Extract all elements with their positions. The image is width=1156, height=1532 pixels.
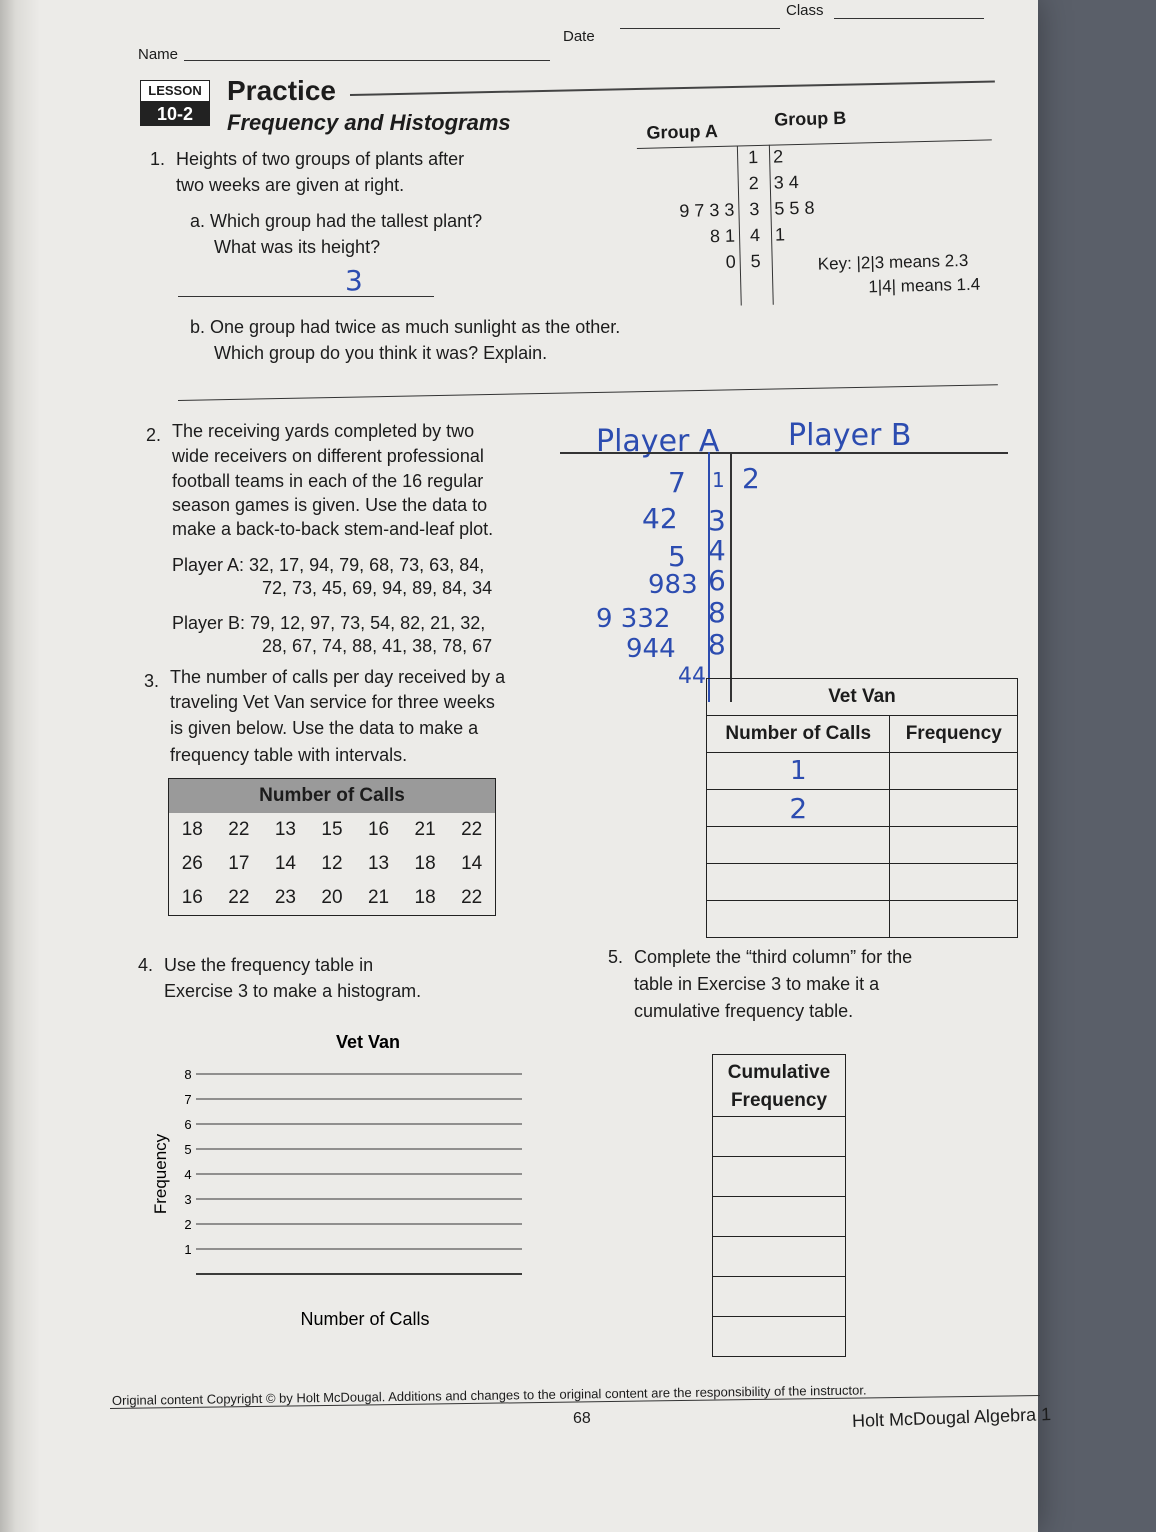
q1-stem-leaf-plot bbox=[636, 103, 1001, 312]
leaf-b-row: 5 5 8 bbox=[774, 197, 815, 219]
stem-row: 4 bbox=[749, 225, 761, 246]
vet-van-title: Vet Van bbox=[707, 679, 1018, 716]
hw-leaf-a: 9 332 bbox=[596, 604, 671, 634]
calls-cell: 13 bbox=[367, 853, 390, 874]
table-row bbox=[713, 1117, 846, 1157]
calls-cell: 18 bbox=[181, 819, 203, 840]
hw-leaf-a: 944 bbox=[626, 634, 676, 664]
stem-row: 1 bbox=[747, 147, 759, 168]
table-row bbox=[713, 1237, 846, 1277]
hw-leaf-a: 42 bbox=[642, 502, 678, 535]
q5-text-1: Complete the “third column” for the bbox=[634, 947, 913, 967]
q1a-text-2: What was its height? bbox=[214, 237, 381, 257]
q4-text-2: Exercise 3 to make a histogram. bbox=[164, 981, 422, 1001]
table-row bbox=[169, 847, 495, 881]
vet-cell-interval[interactable] bbox=[707, 753, 890, 790]
hw-interval-1: 1 bbox=[789, 756, 807, 786]
q3-number: 3. bbox=[144, 671, 160, 691]
calls-cell: 22 bbox=[461, 819, 483, 840]
histogram-grid bbox=[184, 1067, 522, 1274]
vet-col-calls: Number of Calls bbox=[707, 716, 890, 753]
table-row bbox=[707, 864, 1018, 901]
page-stack-edge bbox=[0, 0, 40, 1532]
table-row bbox=[713, 1317, 846, 1357]
hw-interval-2: 2 bbox=[789, 791, 808, 825]
q4-number: 4. bbox=[138, 955, 154, 975]
histogram-y-tick-label: 5 bbox=[184, 1142, 192, 1157]
cumulative-header bbox=[712, 1054, 846, 1116]
calls-cell: 14 bbox=[274, 853, 296, 874]
leaf-a-row: 9 7 3 3 bbox=[679, 199, 735, 221]
histogram-y-tick-label: 3 bbox=[184, 1192, 192, 1207]
hw-player-a-heading: Player A bbox=[596, 424, 720, 459]
vet-cell-frequency[interactable] bbox=[890, 753, 1018, 790]
q2-text-4: season games is given. Use the data to bbox=[172, 495, 488, 515]
calls-table-header: Number of Calls bbox=[169, 779, 495, 813]
table-row bbox=[707, 827, 1018, 864]
lesson-number-badge: 10-2 bbox=[140, 102, 210, 126]
book-title: Holt McDougal Algebra 1 bbox=[851, 1404, 1052, 1431]
class-label: Class bbox=[786, 2, 824, 19]
calls-cell: 21 bbox=[414, 819, 436, 840]
name-line bbox=[184, 60, 550, 61]
leaf-b-row: 3 4 bbox=[773, 172, 800, 193]
leaf-a-row: 8 1 bbox=[709, 225, 736, 247]
hw-leaf-a: 7 bbox=[668, 466, 686, 499]
q1b-text-2: Which group do you think it was? Explain. bbox=[214, 343, 548, 363]
table-row bbox=[707, 679, 1018, 716]
table-row bbox=[713, 1197, 846, 1237]
vet-cell-interval[interactable] bbox=[707, 827, 890, 864]
histogram-title: Vet Van bbox=[335, 1032, 401, 1052]
calls-data-table bbox=[168, 778, 496, 916]
q5-text-2: table in Exercise 3 to make it a bbox=[634, 974, 880, 994]
q1a-handwritten-answer: 3 bbox=[345, 264, 363, 297]
lesson-subtitle: Frequency and Histograms bbox=[227, 110, 511, 135]
table-row bbox=[713, 1277, 846, 1317]
q3-text-2: traveling Vet Van service for three weeks bbox=[170, 692, 495, 712]
q2-handwritten-plot bbox=[560, 412, 1010, 702]
leaf-a-row bbox=[637, 148, 738, 176]
hw-leaf-a: 983 bbox=[648, 570, 698, 600]
histogram-y-tick-label: 8 bbox=[184, 1067, 192, 1082]
histogram-y-tick-label: 7 bbox=[184, 1092, 192, 1107]
q3-text-3: is given below. Use the data to make a bbox=[170, 718, 479, 738]
cumulative-frequency-table bbox=[712, 1054, 846, 1357]
calls-cell: 13 bbox=[274, 819, 296, 840]
q2-text-3: football teams in each of the 16 regular bbox=[172, 471, 484, 491]
calls-cell: 22 bbox=[228, 819, 250, 840]
stem-row: 5 bbox=[750, 251, 761, 272]
q1b-text-1: b. One group had twice as much sunlight as the other. bbox=[190, 317, 621, 337]
group-b-heading: Group B bbox=[773, 107, 847, 130]
plot-key-1: Key: |2|3 means 2.3 bbox=[817, 250, 969, 274]
name-label: Name bbox=[138, 46, 179, 63]
hw-leaf-a: 5 bbox=[668, 540, 686, 573]
histogram-y-tick-label: 6 bbox=[184, 1117, 192, 1132]
q2-number: 2. bbox=[146, 425, 162, 445]
player-a-data-2: 72, 73, 45, 69, 94, 89, 84, 34 bbox=[262, 578, 493, 598]
group-a-heading: Group A bbox=[646, 121, 719, 143]
calls-cell: 17 bbox=[228, 853, 250, 874]
hw-stem: 1 bbox=[712, 468, 725, 492]
hw-leaf-a: 44 bbox=[678, 664, 706, 689]
cumulative-cell[interactable] bbox=[713, 1117, 846, 1157]
footer-copyright: Original content Copyright © by Holt McDougal. Additions and changes to the original content are the responsibility of the instructor. bbox=[111, 1382, 867, 1408]
leaf-b-row: 1 bbox=[774, 224, 786, 245]
calls-cell: 22 bbox=[228, 887, 250, 908]
histogram-y-tick-label: 4 bbox=[184, 1167, 192, 1182]
vet-van-histogram bbox=[140, 1020, 540, 1340]
cumulative-header-line-1: Cumulative bbox=[727, 1062, 831, 1083]
leaf-a-row bbox=[638, 174, 739, 202]
leaf-b-row: 2 bbox=[772, 146, 784, 167]
q3-text-4: frequency table with intervals. bbox=[170, 745, 408, 765]
page-number: 68 bbox=[573, 1410, 591, 1427]
calls-cell: 23 bbox=[274, 887, 296, 908]
vet-col-frequency: Frequency bbox=[890, 716, 1018, 753]
date-line-right bbox=[620, 28, 780, 29]
histogram-x-label: Number of Calls bbox=[300, 1309, 430, 1329]
hw-stem: 3 bbox=[708, 504, 726, 537]
player-b-data-1: Player B: 79, 12, 97, 73, 54, 82, 21, 32, bbox=[172, 613, 486, 633]
table-row bbox=[707, 753, 1018, 790]
cumulative-header-line-2: Frequency bbox=[730, 1090, 828, 1111]
hw-stem-divider-right bbox=[730, 452, 732, 702]
table-row bbox=[169, 881, 495, 915]
hw-header-rule bbox=[560, 452, 1008, 454]
stem-row: 3 bbox=[749, 199, 760, 220]
vet-van-frequency-table bbox=[706, 678, 1018, 938]
calls-cell: 22 bbox=[461, 887, 483, 908]
calls-cell: 21 bbox=[367, 887, 390, 908]
hw-stem: 6 bbox=[708, 564, 726, 597]
table-row bbox=[713, 1157, 846, 1197]
plot-stems bbox=[737, 147, 772, 278]
hw-leaf-b: 2 bbox=[742, 462, 760, 495]
q5-text-3: cumulative frequency table. bbox=[634, 1001, 854, 1021]
vet-cell-frequency[interactable] bbox=[890, 827, 1018, 864]
calls-cell: 16 bbox=[367, 819, 390, 840]
calls-cell: 15 bbox=[321, 819, 343, 840]
vet-cell-frequency[interactable] bbox=[890, 790, 1018, 827]
cumulative-cell[interactable] bbox=[713, 1277, 846, 1317]
histogram-y-label: Frequency bbox=[151, 1133, 170, 1215]
cumulative-cell[interactable] bbox=[713, 1157, 846, 1197]
lesson-title: Practice bbox=[227, 75, 336, 106]
calls-cell: 20 bbox=[321, 887, 343, 908]
class-line bbox=[834, 18, 984, 19]
calls-cell: 18 bbox=[414, 853, 436, 874]
table-row bbox=[707, 790, 1018, 827]
histogram-y-tick-label: 2 bbox=[184, 1217, 192, 1232]
lesson-label-box: LESSON bbox=[140, 80, 210, 102]
hw-stem: 4 bbox=[708, 534, 726, 567]
q3-text-1: The number of calls per day received by a bbox=[170, 667, 506, 687]
leaf-a-row: 0 bbox=[725, 251, 736, 272]
vet-cell-frequency[interactable] bbox=[890, 864, 1018, 901]
calls-cell: 16 bbox=[181, 887, 203, 908]
calls-cell: 12 bbox=[321, 853, 343, 874]
player-b-data-2: 28, 67, 74, 88, 41, 38, 78, 67 bbox=[262, 636, 493, 656]
cumulative-cell[interactable] bbox=[713, 1197, 846, 1237]
q5-number: 5. bbox=[608, 947, 624, 967]
table-row bbox=[707, 901, 1018, 938]
date-label: Date bbox=[563, 28, 595, 45]
q1-text-1: Heights of two groups of plants after bbox=[176, 149, 465, 169]
q2-text-5: make a back-to-back stem-and-leaf plot. bbox=[172, 519, 494, 539]
vet-cell-interval[interactable] bbox=[707, 790, 890, 827]
stem-row: 2 bbox=[748, 173, 760, 194]
table-row bbox=[169, 813, 495, 847]
vet-cell-frequency[interactable] bbox=[890, 901, 1018, 938]
calls-cell: 26 bbox=[181, 853, 203, 874]
plot-key-2: 1|4| means 1.4 bbox=[868, 274, 981, 297]
q1a-text-1: a. Which group had the tallest plant? bbox=[190, 211, 483, 231]
q4-text-1: Use the frequency table in bbox=[164, 955, 374, 975]
hw-player-b-heading: Player B bbox=[788, 418, 912, 453]
q1a-answer-line bbox=[178, 296, 434, 297]
q1-number: 1. bbox=[150, 149, 166, 169]
player-a-data-1: Player A: 32, 17, 94, 79, 68, 73, 63, 84, bbox=[172, 555, 485, 575]
vet-cell-interval[interactable] bbox=[707, 864, 890, 901]
calls-cell: 14 bbox=[461, 853, 483, 874]
cumulative-cell[interactable] bbox=[713, 1237, 846, 1277]
vet-cell-interval[interactable] bbox=[707, 901, 890, 938]
table-row bbox=[707, 716, 1018, 753]
cumulative-cell[interactable] bbox=[713, 1317, 846, 1357]
q2-text-1: The receiving yards completed by two bbox=[172, 421, 475, 441]
q2-text-2: wide receivers on different professional bbox=[172, 446, 484, 466]
q1-text-2: two weeks are given at right. bbox=[176, 175, 405, 195]
hw-stem: 8 bbox=[708, 596, 726, 629]
calls-cell: 18 bbox=[414, 887, 436, 908]
histogram-y-tick-label: 1 bbox=[184, 1242, 192, 1257]
hw-stem: 8 bbox=[708, 628, 726, 661]
plot-leaves-a bbox=[637, 148, 740, 280]
